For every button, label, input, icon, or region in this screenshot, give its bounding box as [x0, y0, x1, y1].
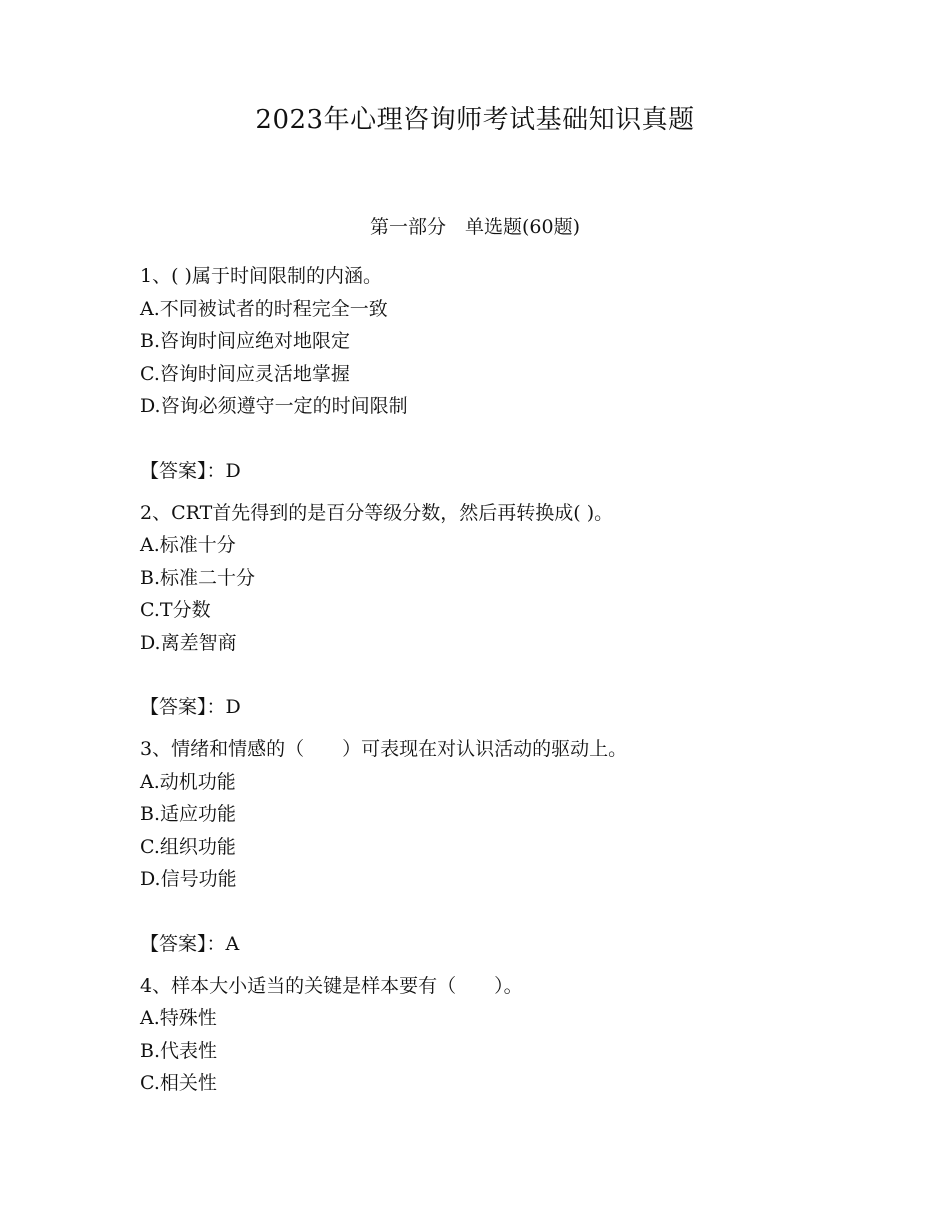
answer-line	[140, 928, 840, 960]
option-a: A.标准十分	[140, 534, 236, 556]
answer-line	[140, 691, 840, 723]
answer-label: 【答案】：	[140, 696, 226, 718]
option-d: D.信号功能	[140, 868, 237, 890]
option-c: C.组织功能	[140, 835, 236, 858]
option-c: C.T分数	[140, 599, 211, 621]
option-c: C.咨询时间应灵活地掌握	[140, 362, 350, 385]
option-b: B.咨询时间应绝对地限定	[140, 330, 351, 352]
section-title: 第一部分 单选题(60题)	[369, 216, 580, 238]
question-1	[140, 260, 840, 487]
question-3	[140, 733, 840, 960]
option-c: C.相关性	[140, 1072, 217, 1094]
question-4	[140, 970, 840, 1100]
option-d: D.咨询必须遵守一定的时间限制	[140, 395, 408, 417]
answer-value: A	[225, 932, 240, 955]
question-stem: 2、CRT首先得到的是百分等级分数，然后再转换成( )。	[140, 501, 614, 524]
option-a: A.特殊性	[140, 1007, 217, 1029]
question-stem: 3、情绪和情感的（ ）可表现在对认识活动的驱动上。	[140, 738, 628, 760]
option-b: B.标准二十分	[140, 566, 256, 589]
option-b: B.适应功能	[140, 803, 237, 825]
question-list	[140, 260, 840, 1100]
question-2	[140, 497, 840, 724]
answer-value: D	[225, 459, 241, 482]
question-stem: 4、样本大小适当的关键是样本要有（ ）。	[140, 974, 523, 997]
option-a: A.不同被试者的时程完全一致	[140, 297, 388, 320]
option-d: D.离差智商	[140, 631, 237, 654]
option-a: A.动机功能	[140, 770, 236, 793]
answer-label: 【答案】：	[140, 932, 226, 955]
question-stem: 1、( )属于时间限制的内涵。	[140, 265, 382, 287]
answer-value: D	[225, 696, 241, 718]
document-title: 2023年心理咨询师考试基础知识真题	[255, 105, 695, 135]
answer-label: 【答案】：	[140, 459, 226, 482]
option-b: B.代表性	[140, 1039, 218, 1062]
answer-line	[140, 455, 840, 487]
